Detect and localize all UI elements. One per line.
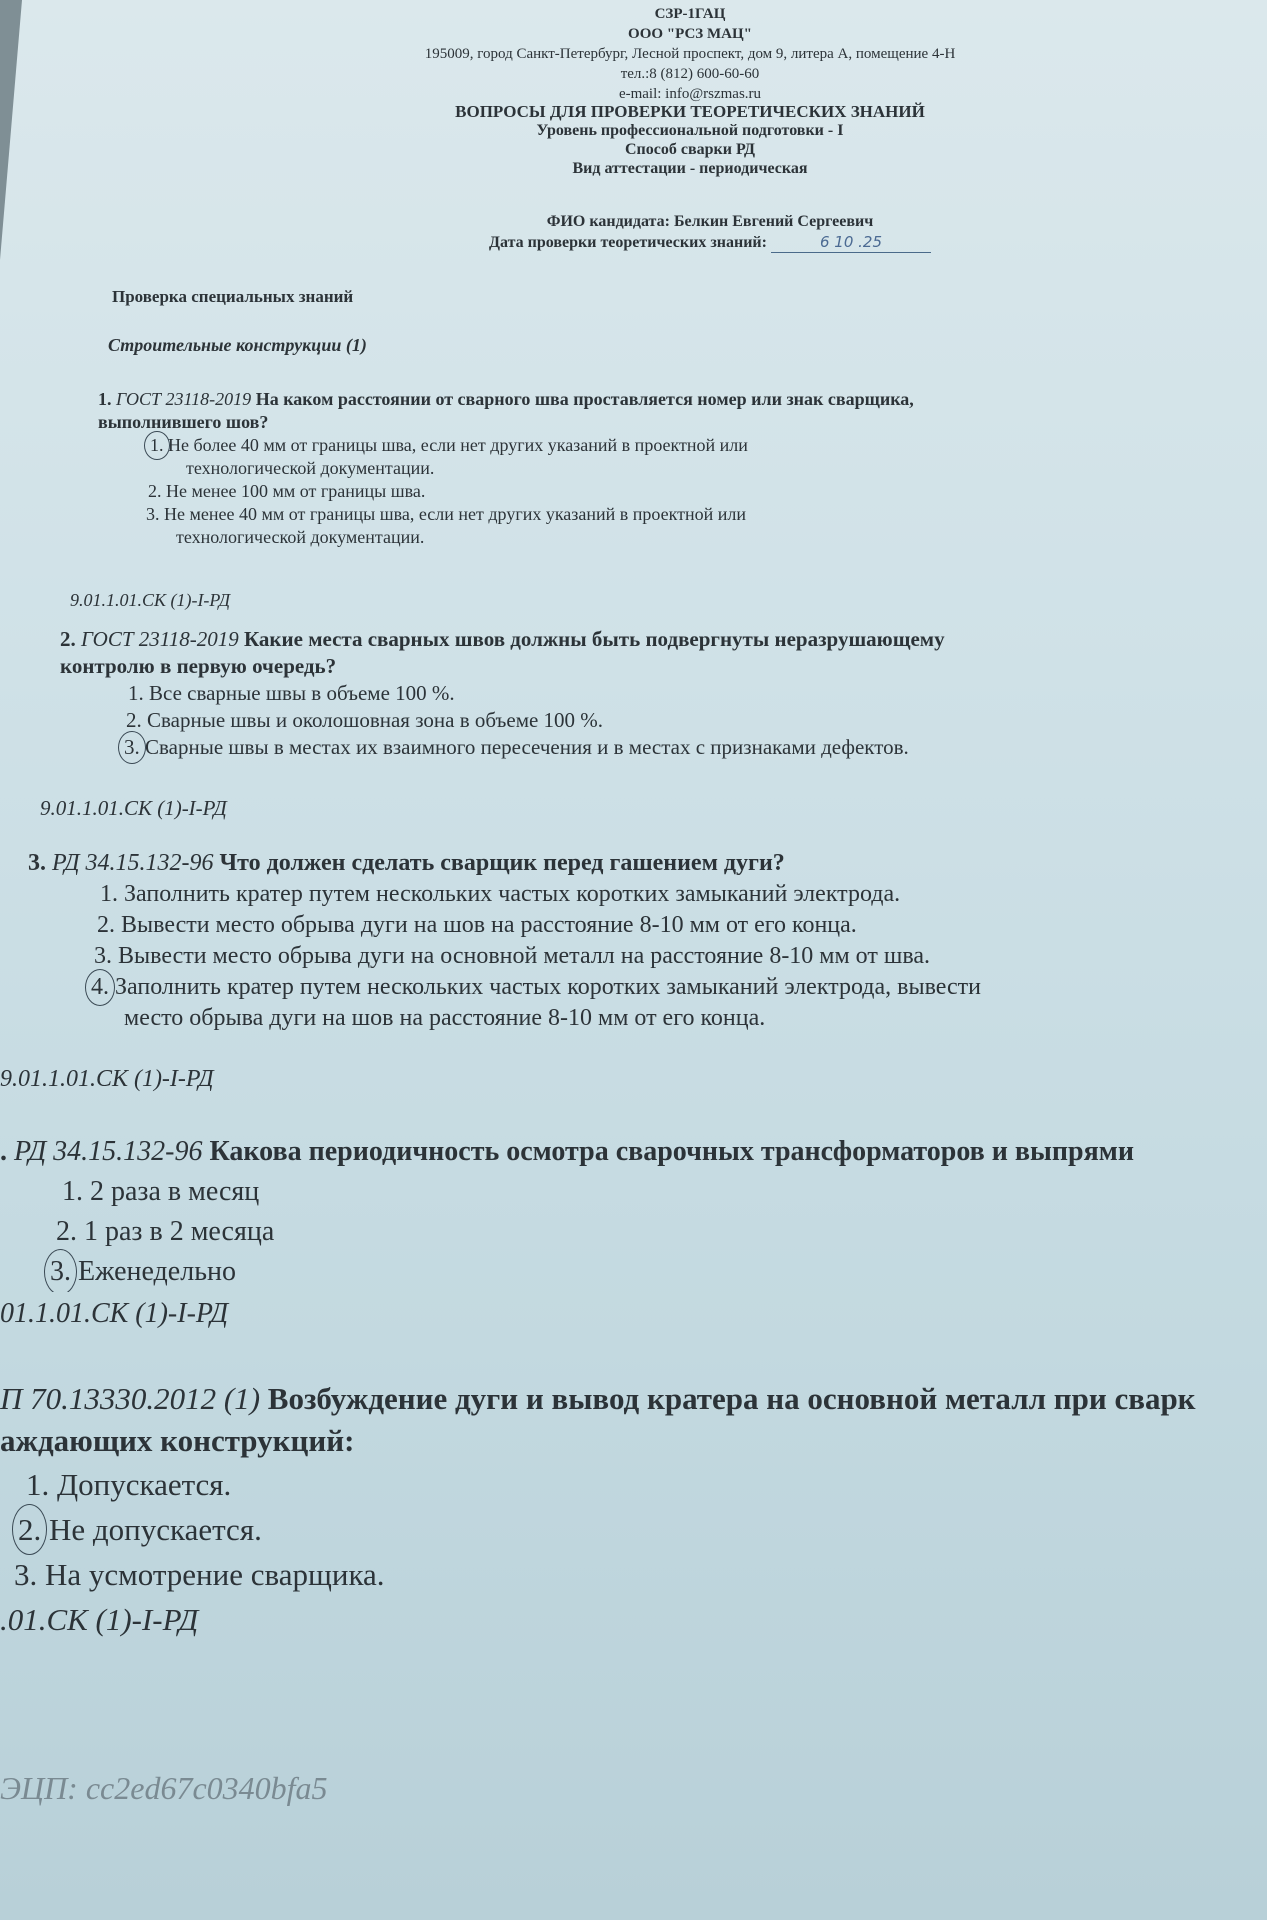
question-5-ref: П 70.13330.2012 (1) [0, 1381, 261, 1416]
answer-3-4-line1: Заполнить кратер путем нескольких частых коротких замыканий электрода, вывести [115, 974, 981, 1000]
check-date-label: Дата проверки теоретических знаний: [489, 234, 767, 251]
question-3-ref: РД 34.15.132-96 [52, 850, 214, 876]
question-2-line2: контролю в первую очередь? [60, 654, 337, 678]
section-title: Проверка специальных знаний [112, 287, 354, 306]
question-5-line2: аждающих конструкций: [0, 1423, 355, 1458]
answer-3-4 [91, 972, 1258, 1034]
question-5-code: .01.СК (1)-I-РД [0, 1602, 199, 1637]
answer-1-1 [150, 434, 1258, 480]
answer-4-3-line1: Еженедельно [78, 1256, 236, 1287]
answer-5-2-number-circled: 2. [18, 1507, 41, 1552]
answer-3-4-line2: место обрыва дуги на шов на расстояние 8-10 мм от его конца. [124, 1005, 766, 1031]
answer-4-1 [62, 1172, 1267, 1212]
answer-3-1-number: 1. [100, 881, 118, 907]
question-2-line1: Какие места сварных швов должны быть подвергнуты неразрушающему [243, 627, 945, 651]
answer-1-3-line2: технологической документации. [176, 527, 425, 547]
question-3-text [28, 848, 1258, 879]
answer-4-3 [50, 1252, 1267, 1292]
answer-2-2-number: 2. [126, 708, 142, 732]
question-2-text [60, 626, 1260, 653]
attestation-line: Вид аттестации - периодическая [572, 160, 808, 177]
question-4-line1: Какова периодичность осмотра сварочных трансформаторов и выпрями [209, 1136, 1134, 1167]
answer-4-3-number-circled: 3. [50, 1252, 71, 1292]
answer-3-3 [94, 941, 1258, 972]
org-address: 195009, город Санкт-Петербург, Лесной проспект, дом 9, литера А, помещение 4-Н [424, 46, 956, 62]
method-line: Способ сварки РД [624, 141, 756, 158]
question-3-number: 3. [28, 850, 46, 876]
question-1-line2: выполнившего шов? [98, 412, 269, 432]
answer-1-2-line1: Не менее 100 мм от границы шва. [166, 481, 426, 501]
answer-3-1-line1: Заполнить кратер путем нескольких частых коротких замыканий электрода. [124, 881, 901, 907]
answer-3-3-number: 3. [94, 943, 112, 969]
question-3-line1: Что должен сделать сварщик перед гашением дуги? [219, 850, 785, 876]
answer-2-3-number-circled: 3. [124, 735, 140, 759]
answer-5-3-number: 3. [14, 1557, 38, 1592]
question-1-text [98, 388, 1258, 411]
org-email: e-mail: info@rszmas.ru [618, 86, 762, 102]
answer-3-4-number-circled: 4. [91, 972, 109, 1003]
question-4-number: . [0, 1136, 7, 1167]
question-5-line1: Возбуждение дуги и вывод кратера на основной металл при сварк [267, 1381, 1196, 1416]
question-2-number: 2. [60, 627, 76, 651]
answer-1-1-line1: Не более 40 мм от границы шва, если нет других указаний в проектной или [168, 435, 748, 455]
question-1 [98, 388, 1258, 549]
answer-4-1-line1: 2 раза в месяц [90, 1176, 260, 1207]
candidate-name: ФИО кандидата: Белкин Евгений Сергеевич [546, 213, 874, 230]
question-5-answers [14, 1462, 1267, 1597]
question-4-answers [50, 1172, 1267, 1292]
question-3 [28, 848, 1258, 1034]
question-2-code: 9.01.1.01.СК (1)-I-РД [40, 796, 227, 820]
answer-1-2-number: 2. [148, 481, 162, 501]
answer-2-1 [128, 680, 1260, 707]
answer-5-2-line1: Не допускается. [49, 1512, 262, 1547]
answer-3-2-number: 2. [97, 912, 115, 938]
answer-1-1-line2: технологической документации. [186, 458, 435, 478]
subsection-title: Строительные конструкции (1) [108, 335, 367, 355]
document-header [300, 4, 1080, 104]
answer-3-2-line1: Вывести место обрыва дуги на шов на расстояние 8-10 мм от его конца. [121, 912, 857, 938]
level-line: Уровень профессиональной подготовки - I [536, 122, 844, 139]
answer-1-3 [146, 503, 1258, 549]
question-4-code: 01.1.01.СК (1)-I-РД [0, 1298, 229, 1329]
question-1-line1: На каком расстоянии от сварного шва проставляется номер или знак сварщика, [255, 389, 914, 409]
question-2 [60, 626, 1260, 761]
answer-1-3-number: 3. [146, 504, 160, 524]
question-1-number: 1. [98, 389, 112, 409]
candidate-block [380, 212, 1040, 253]
answer-3-3-line1: Вывести место обрыва дуги на основной металл на расстояние 8-10 мм от шва. [118, 943, 931, 969]
answer-2-3 [124, 734, 1260, 761]
background-corner [0, 0, 22, 260]
org-code: СЗР-1ГАЦ [654, 6, 726, 22]
title-block [360, 102, 1020, 178]
answer-2-2-line1: Сварные швы и околошовная зона в объеме 100 %. [147, 708, 604, 732]
document-title: ВОПРОСЫ ДЛЯ ПРОВЕРКИ ТЕОРЕТИЧЕСКИХ ЗНАНИЙ [455, 102, 925, 121]
question-4 [0, 1132, 1267, 1292]
answer-1-1-number-circled: 1. [150, 435, 164, 455]
answer-1-3-line1: Не менее 40 мм от границы шва, если нет других указаний в проектной или [164, 504, 747, 524]
question-2-ref: ГОСТ 23118-2019 [81, 627, 239, 651]
answer-4-2 [56, 1212, 1267, 1252]
question-1-ref: ГОСТ 23118-2019 [116, 389, 252, 409]
answer-3-1 [100, 879, 1258, 910]
answer-5-3-line1: На усмотрение сварщика. [45, 1557, 385, 1592]
answer-2-1-line1: Все сварные швы в объеме 100 %. [149, 681, 455, 705]
check-date-row [380, 232, 1040, 253]
answer-4-2-line1: 1 раз в 2 месяца [84, 1216, 275, 1247]
question-3-answers [91, 879, 1258, 1034]
answer-2-1-number: 1. [128, 681, 144, 705]
answer-5-1-line1: Допускается. [57, 1467, 232, 1502]
question-4-ref: РД 34.15.132-96 [14, 1136, 203, 1167]
question-3-code: 9.01.1.01.СК (1)-I-РД [0, 1066, 214, 1092]
digital-signature: ЭЦП: cc2ed67c0340bfa5 [0, 1770, 328, 1806]
question-1-answers [146, 434, 1258, 549]
question-1-code: 9.01.1.01.СК (1)-I-РД [70, 590, 231, 610]
answer-1-2 [148, 480, 1258, 503]
check-date-handwritten: 6 10 .25 [771, 232, 931, 253]
answer-5-3 [14, 1552, 1267, 1597]
question-5-text [0, 1378, 1267, 1420]
question-5 [0, 1378, 1267, 1597]
question-4-text [0, 1132, 1267, 1172]
answer-5-2 [18, 1507, 1267, 1552]
answer-5-1-number: 1. [26, 1467, 50, 1502]
question-2-answers [124, 680, 1260, 761]
answer-2-2 [126, 707, 1260, 734]
answer-3-2 [97, 910, 1258, 941]
answer-2-3-line1: Сварные швы в местах их взаимного пересечения и в местах с признаками дефектов. [145, 735, 909, 759]
answer-4-1-number: 1. [62, 1176, 83, 1207]
answer-5-1 [26, 1462, 1267, 1507]
org-name: ООО "РСЗ МАЦ" [628, 26, 752, 42]
answer-4-2-number: 2. [56, 1216, 77, 1247]
org-phone: тел.:8 (812) 600-60-60 [620, 66, 760, 82]
